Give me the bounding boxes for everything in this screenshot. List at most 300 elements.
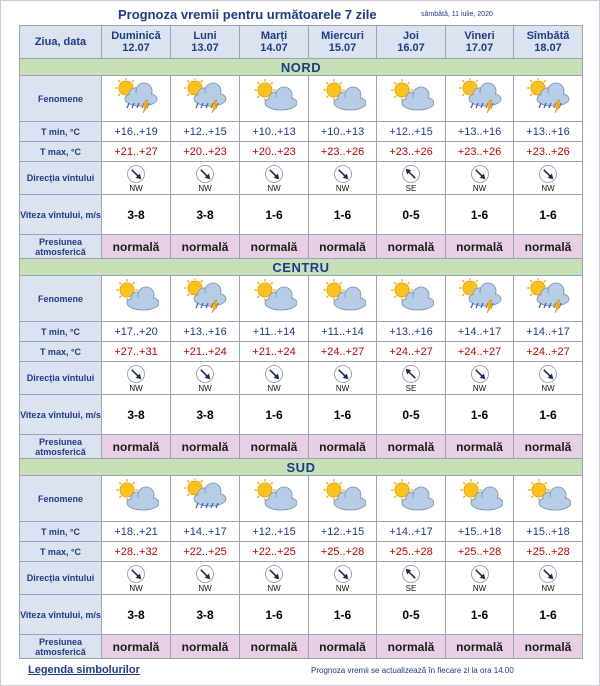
day-date-label: Ziua, data [34, 36, 87, 48]
tmin-value: +14..+17 [183, 525, 227, 538]
weather-icon-cell [240, 276, 309, 322]
row-label-cell [20, 276, 102, 322]
wind-speed-cell [446, 395, 514, 435]
tmin-value: +18..+21 [114, 525, 158, 538]
wind-speed-row [20, 595, 583, 635]
tmax-cell [240, 342, 309, 362]
row-label: Direcția vîntului [26, 173, 95, 183]
wind-direction-value: NW [541, 183, 555, 193]
wind-direction-value: NW [267, 583, 281, 593]
wind-direction-icon [126, 364, 146, 384]
day-date-label-cell [20, 26, 102, 59]
wind-direction-cell [377, 362, 446, 395]
tmax-cell [102, 342, 171, 362]
pressure-value: normală [319, 639, 366, 654]
row-label-cell [20, 342, 102, 362]
row-label-cell [20, 235, 102, 259]
pressure-cell [102, 235, 171, 259]
tmax-value: +20..+23 [252, 145, 296, 158]
tmin-cell [446, 122, 514, 142]
wind-speed-value: 1-6 [539, 207, 557, 222]
tmax-value: +23..+26 [320, 145, 365, 158]
weather-icon-cell [377, 476, 446, 522]
wind-direction-wrap [171, 164, 239, 193]
pressure-cell [309, 235, 377, 259]
tmax-cell [514, 142, 583, 162]
wind-direction-cell [171, 162, 240, 195]
wind-direction-cell [240, 562, 309, 595]
pressure-row [20, 435, 583, 459]
tmax-cell [309, 142, 377, 162]
region-name: NORD [280, 59, 322, 75]
weather-icon-cell [171, 76, 240, 122]
day-header-cell [446, 26, 514, 59]
pressure-value: normală [524, 439, 572, 454]
tmin-cell [309, 322, 377, 342]
wind-speed-value: 0-5 [402, 207, 420, 222]
pressure-cell [446, 235, 514, 259]
phenomena-row [20, 76, 583, 122]
tmin-value: +10..+13 [252, 125, 296, 138]
pressure-value: normală [319, 239, 366, 254]
tmin-cell [171, 322, 240, 342]
wind-direction-cell [102, 162, 171, 195]
pressure-cell [309, 435, 377, 459]
tmax-cell [171, 342, 240, 362]
day-name: Miercuri [321, 30, 364, 42]
wind-speed-value: 1-6 [539, 407, 557, 422]
wind-direction-wrap [309, 364, 376, 393]
wind-speed-value: 1-6 [265, 207, 283, 222]
wind-speed-value: 0-5 [402, 407, 420, 422]
wind-direction-row [20, 362, 583, 395]
pressure-cell [171, 635, 240, 659]
wind-direction-wrap [377, 564, 445, 593]
partly-cloudy-icon [320, 478, 366, 514]
wind-speed-cell [514, 395, 583, 435]
tmin-cell [377, 122, 446, 142]
row-label-cell [20, 362, 102, 395]
storm-cloud-icon [457, 78, 503, 114]
wind-direction-wrap [171, 564, 239, 593]
wind-direction-cell [446, 562, 514, 595]
pressure-value: normală [250, 239, 298, 254]
wind-speed-cell [171, 395, 240, 435]
wind-direction-value: NW [541, 583, 555, 593]
wind-direction-value: SE [405, 183, 417, 193]
wind-direction-icon [264, 364, 284, 384]
wind-speed-value: 3-8 [127, 207, 145, 222]
tmin-cell [240, 522, 309, 542]
day-header-cell [171, 26, 240, 59]
wind-direction-value: NW [541, 383, 555, 393]
wind-speed-cell [309, 595, 377, 635]
weather-icon-cell [446, 476, 514, 522]
tmin-cell [514, 522, 583, 542]
wind-speed-cell [377, 195, 446, 235]
wind-speed-value: 1-6 [333, 207, 352, 222]
region-title [20, 459, 583, 476]
row-label-cell [20, 142, 102, 162]
tmax-cell [446, 542, 514, 562]
tmin-row [20, 122, 583, 142]
weather-icon-cell [309, 476, 377, 522]
tmin-value: +10..+13 [320, 125, 365, 138]
tmin-cell [102, 322, 171, 342]
tmax-value: +25..+28 [389, 545, 433, 558]
day-header-cell [102, 26, 171, 59]
wind-direction-wrap [240, 164, 308, 193]
wind-direction-icon [401, 364, 421, 384]
wind-direction-icon [126, 164, 146, 184]
pressure-cell [171, 235, 240, 259]
wind-direction-value: NW [198, 583, 212, 593]
wind-direction-icon [470, 564, 490, 584]
wind-speed-value: 1-6 [470, 607, 489, 622]
tmax-value: +22..+25 [252, 545, 296, 558]
tmin-value: +14..+17 [389, 525, 433, 538]
day-name: Duminică [111, 30, 161, 42]
row-label: Viteza vîntului, m/s [20, 209, 101, 220]
day-name: Luni [193, 30, 217, 42]
wind-direction-wrap [446, 164, 513, 193]
wind-direction-cell [514, 162, 583, 195]
wind-direction-row [20, 562, 583, 595]
row-label: Direcția vîntului [26, 573, 95, 583]
tmin-value: +16..+19 [114, 125, 158, 138]
rain-cloud-icon [182, 478, 228, 514]
wind-speed-value: 1-6 [470, 207, 489, 222]
wind-direction-cell [309, 562, 377, 595]
region-row [20, 259, 583, 276]
tmin-value: +17..+20 [114, 325, 158, 338]
wind-speed-value: 3-8 [127, 607, 145, 622]
tmax-cell [240, 542, 309, 562]
tmin-value: +14..+17 [526, 325, 570, 338]
tmin-value: +12..+15 [183, 125, 227, 138]
day-header-cell [514, 26, 583, 59]
partly-cloudy-icon [113, 478, 159, 514]
wind-direction-icon [195, 564, 215, 584]
weather-icon-cell [171, 276, 240, 322]
wind-direction-wrap [377, 164, 445, 193]
row-label: T max, °C [39, 146, 82, 157]
issue-date: sâmbătă, 11 iulie, 2020 [421, 11, 493, 18]
wind-direction-wrap [309, 564, 376, 593]
row-label-cell [20, 395, 102, 435]
wind-direction-value: NW [129, 383, 143, 393]
wind-speed-value: 1-6 [265, 607, 283, 622]
tmin-value: +11..+14 [252, 325, 296, 338]
wind-direction-cell [514, 362, 583, 395]
tmin-value: +14..+17 [457, 325, 502, 338]
wind-speed-row [20, 395, 583, 435]
weather-icon-cell [377, 276, 446, 322]
wind-direction-icon [333, 364, 353, 384]
tmin-cell [102, 522, 171, 542]
wind-speed-value: 3-8 [196, 407, 214, 422]
tmin-value: +11..+14 [321, 325, 364, 338]
tmin-cell [446, 322, 514, 342]
pressure-row [20, 635, 583, 659]
wind-speed-value: 3-8 [196, 607, 214, 622]
pressure-cell [514, 435, 583, 459]
wind-direction-value: SE [405, 583, 417, 593]
pressure-value: normală [112, 239, 160, 254]
tmin-value: +15..+18 [526, 525, 570, 538]
wind-speed-value: 1-6 [333, 607, 352, 622]
wind-direction-cell [102, 562, 171, 595]
wind-direction-icon [401, 564, 421, 584]
wind-direction-cell [102, 362, 171, 395]
wind-direction-wrap [309, 164, 376, 193]
tmax-cell [171, 542, 240, 562]
wind-direction-cell [446, 162, 514, 195]
wind-speed-cell [171, 595, 240, 635]
tmax-cell [171, 142, 240, 162]
pressure-value: normală [524, 239, 572, 254]
row-label: Fenomene [37, 293, 83, 304]
tmax-cell [377, 142, 446, 162]
storm-cloud-icon [113, 78, 159, 114]
weather-icon-cell [171, 476, 240, 522]
wind-direction-value: NW [472, 183, 487, 193]
wind-speed-row [20, 195, 583, 235]
wind-speed-cell [377, 395, 446, 435]
weather-icon-cell [514, 76, 583, 122]
tmax-value: +24..+27 [389, 345, 433, 358]
wind-speed-cell [309, 195, 377, 235]
pressure-row [20, 235, 583, 259]
pressure-cell [377, 435, 446, 459]
wind-speed-cell [171, 195, 240, 235]
row-label: Presiunea atmosferică [35, 236, 86, 257]
day-date: 14.07 [260, 42, 288, 54]
pressure-cell [514, 235, 583, 259]
row-label-cell [20, 476, 102, 522]
wind-direction-wrap [240, 564, 308, 593]
wind-direction-wrap [377, 364, 445, 393]
pressure-value: normală [250, 639, 298, 654]
tmin-value: +12..+15 [252, 525, 296, 538]
tmax-row [20, 342, 583, 362]
partly-cloudy-icon [457, 478, 503, 514]
wind-direction-icon [195, 364, 215, 384]
weather-icon-cell [446, 276, 514, 322]
tmax-value: +21..+27 [114, 145, 158, 158]
pressure-cell [102, 635, 171, 659]
wind-direction-cell [377, 562, 446, 595]
wind-direction-wrap [446, 564, 513, 593]
partly-cloudy-icon [113, 278, 159, 314]
tmax-cell [514, 342, 583, 362]
tmax-cell [309, 542, 377, 562]
wind-direction-wrap [102, 164, 170, 193]
pressure-value: normală [319, 439, 366, 454]
tmax-value: +24..+27 [457, 345, 502, 358]
wind-direction-value: NW [335, 583, 350, 593]
row-label-cell [20, 522, 102, 542]
weather-icon-cell [309, 276, 377, 322]
storm-cloud-icon [182, 78, 228, 114]
wind-direction-cell [377, 162, 446, 195]
tmax-value: +22..+25 [183, 545, 227, 558]
day-header-row [20, 26, 583, 59]
wind-direction-cell [309, 362, 377, 395]
wind-direction-cell [171, 562, 240, 595]
pressure-value: normală [387, 439, 435, 454]
weather-icon-cell [240, 76, 309, 122]
wind-direction-cell [514, 562, 583, 595]
wind-direction-cell [171, 362, 240, 395]
day-date: 18.07 [534, 42, 562, 54]
weather-icon-cell [377, 76, 446, 122]
tmax-cell [377, 342, 446, 362]
wind-direction-icon [470, 364, 490, 384]
tmax-value: +25..+28 [320, 545, 365, 558]
tmin-cell [377, 322, 446, 342]
weather-icon-cell [102, 276, 171, 322]
tmin-cell [514, 122, 583, 142]
wind-direction-value: NW [267, 383, 281, 393]
row-label-cell [20, 322, 102, 342]
wind-speed-value: 1-6 [265, 407, 283, 422]
wind-direction-wrap [240, 364, 308, 393]
weather-icon-cell [102, 76, 171, 122]
partly-cloudy-icon [320, 278, 366, 314]
pressure-value: normală [181, 639, 229, 654]
wind-direction-row [20, 162, 583, 195]
wind-speed-cell [377, 595, 446, 635]
row-label: T max, °C [39, 546, 82, 557]
partly-cloudy-icon [525, 478, 571, 514]
wind-direction-value: SE [405, 383, 417, 393]
region-row [20, 459, 583, 476]
tmin-cell [171, 522, 240, 542]
day-name: Vineri [464, 30, 495, 42]
wind-direction-value: NW [267, 183, 281, 193]
wind-direction-icon [333, 164, 353, 184]
tmin-cell [171, 122, 240, 142]
day-header-cell [240, 26, 309, 59]
row-label: T min, °C [40, 126, 81, 137]
tmax-value: +23..+26 [526, 145, 570, 158]
pressure-value: normală [456, 439, 503, 454]
tmax-value: +24..+27 [320, 345, 365, 358]
tmax-cell [377, 542, 446, 562]
row-label: Direcția vîntului [26, 373, 95, 383]
day-date: 12.07 [122, 42, 150, 54]
row-label: T min, °C [40, 326, 81, 337]
tmin-cell [309, 522, 377, 542]
update-note: Prognoza vremii se actualizează în fiecare zi la ora 14.00 [311, 666, 514, 675]
region-title [20, 59, 583, 76]
day-name: Joi [403, 30, 419, 42]
pressure-cell [240, 235, 309, 259]
wind-direction-icon [264, 564, 284, 584]
phenomena-row [20, 276, 583, 322]
row-label: Viteza vîntului, m/s [20, 609, 101, 620]
wind-speed-cell [102, 195, 171, 235]
tmin-cell [514, 322, 583, 342]
partly-cloudy-icon [251, 478, 297, 514]
weather-icon-cell [514, 476, 583, 522]
row-label-cell [20, 595, 102, 635]
pressure-value: normală [456, 639, 503, 654]
pressure-cell [514, 635, 583, 659]
tmin-value: +13..+16 [183, 325, 227, 338]
wind-direction-value: NW [129, 583, 143, 593]
wind-speed-cell [240, 395, 309, 435]
partly-cloudy-icon [251, 278, 297, 314]
phenomena-row [20, 476, 583, 522]
weather-icon-cell [240, 476, 309, 522]
wind-direction-icon [126, 564, 146, 584]
wind-speed-value: 1-6 [333, 407, 352, 422]
tmax-value: +23..+26 [457, 145, 502, 158]
wind-direction-value: NW [198, 183, 212, 193]
partly-cloudy-icon [388, 278, 434, 314]
tmin-cell [309, 122, 377, 142]
pressure-cell [309, 635, 377, 659]
pressure-cell [377, 235, 446, 259]
storm-cloud-icon [525, 278, 571, 314]
pressure-value: normală [524, 639, 572, 654]
region-row [20, 59, 583, 76]
tmax-value: +28..+32 [114, 545, 158, 558]
wind-direction-cell [446, 362, 514, 395]
tmin-cell [446, 522, 514, 542]
day-header-cell [309, 26, 377, 59]
wind-direction-cell [240, 162, 309, 195]
wind-speed-cell [309, 395, 377, 435]
tmin-cell [102, 122, 171, 142]
tmax-cell [309, 342, 377, 362]
row-label-cell [20, 76, 102, 122]
row-label-cell [20, 435, 102, 459]
wind-direction-wrap [514, 364, 582, 393]
wind-speed-cell [240, 595, 309, 635]
wind-direction-icon [264, 164, 284, 184]
storm-cloud-icon [182, 278, 228, 314]
page-title: Prognoza vremii pentru următoarele 7 zile [118, 7, 377, 22]
wind-direction-wrap [514, 164, 582, 193]
wind-speed-cell [102, 595, 171, 635]
tmax-cell [514, 542, 583, 562]
tmax-value: +21..+24 [252, 345, 296, 358]
pressure-cell [102, 435, 171, 459]
wind-direction-icon [401, 164, 421, 184]
pressure-value: normală [181, 239, 229, 254]
wind-direction-cell [240, 362, 309, 395]
wind-speed-cell [514, 595, 583, 635]
weather-icon-cell [102, 476, 171, 522]
wind-speed-value: 1-6 [470, 407, 489, 422]
wind-speed-cell [102, 395, 171, 435]
row-label: Fenomene [37, 93, 83, 104]
wind-direction-value: NW [472, 583, 487, 593]
wind-direction-wrap [446, 364, 513, 393]
pressure-value: normală [456, 239, 503, 254]
wind-speed-cell [240, 195, 309, 235]
wind-speed-cell [514, 195, 583, 235]
tmin-value: +15..+18 [457, 525, 502, 538]
row-label: T max, °C [39, 346, 82, 357]
day-date: 15.07 [328, 42, 357, 54]
wind-direction-icon [470, 164, 490, 184]
tmin-row [20, 522, 583, 542]
legend-link[interactable]: Legenda simbolurilor [28, 664, 140, 676]
